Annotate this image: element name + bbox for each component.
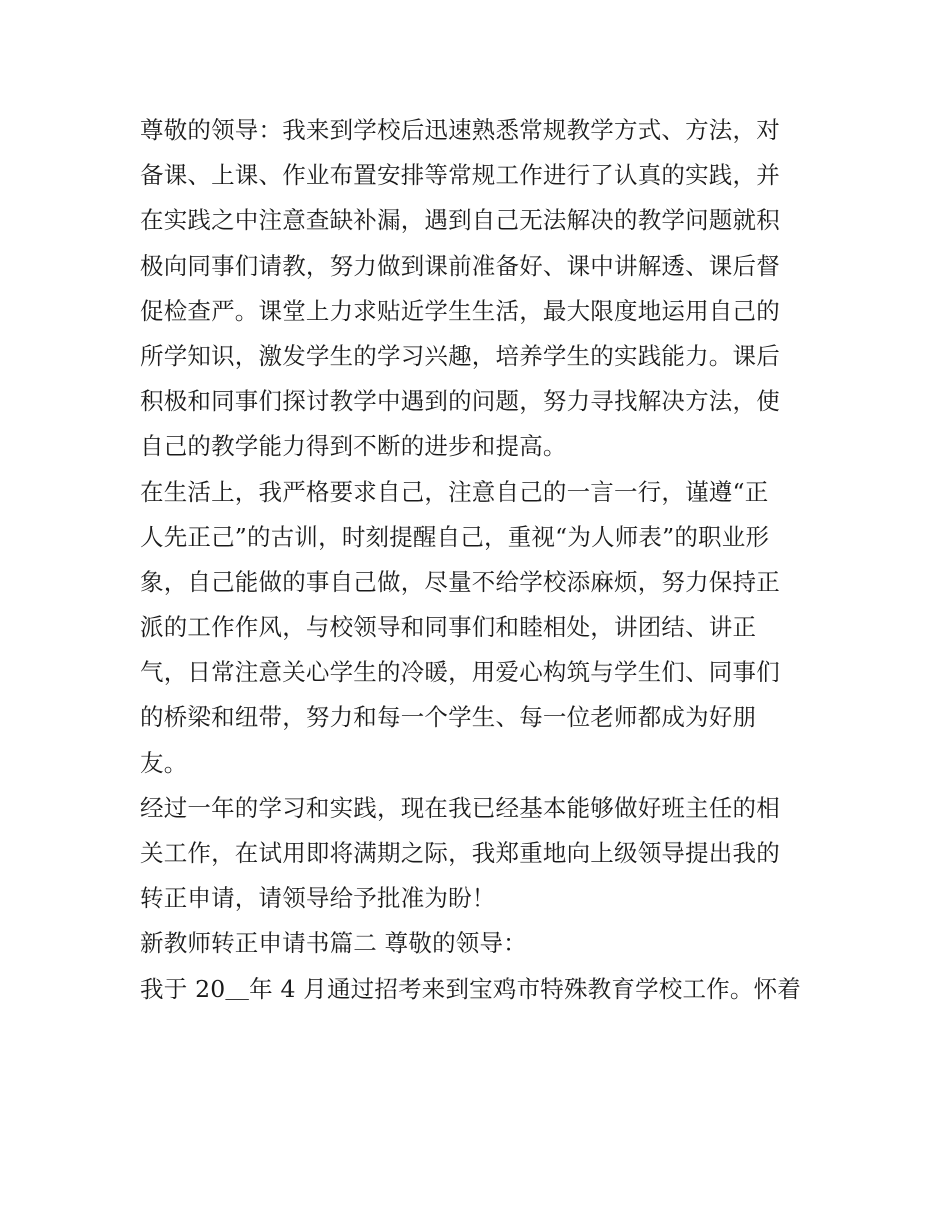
text-line: 转正申请，请领导给予批准为盼！	[140, 884, 496, 913]
text-line: 备课、上课、作业布置安排等常规工作进行了认真的实践，并	[140, 161, 780, 190]
text-line: 我于 20＿年 4 月通过招考来到宝鸡市特殊教育学校工作。怀着	[140, 974, 801, 1003]
document-body	[140, 108, 812, 1012]
text-line: 人先正己”的古训，时刻提醒自己，重视“为人师表”的职业形	[140, 522, 770, 551]
text-line: 经过一年的学习和实践，现在我已经基本能够做好班主任的相	[140, 793, 780, 822]
text-line: 在生活上，我严格要求自己，注意自己的一言一行，谨遵“正	[140, 477, 769, 506]
text-line: 气，日常注意关心学生的冷暖，用爱心构筑与学生们、同事们	[140, 658, 780, 687]
text-line: 在实践之中注意查缺补漏，遇到自己无法解决的教学问题就积	[140, 206, 780, 235]
text-line: 积极和同事们探讨教学中遇到的问题，努力寻找解决方法，使	[140, 387, 780, 416]
text-line: 极向同事们请教，努力做到课前准备好、课中讲解透、课后督	[140, 251, 780, 280]
text-line: 所学知识，激发学生的学习兴趣，培养学生的实践能力。课后	[140, 341, 780, 370]
text-line: 象，自己能做的事自己做，尽量不给学校添麻烦，努力保持正	[140, 567, 780, 596]
text-line: 自己的教学能力得到不断的进步和提高。	[140, 432, 567, 461]
text-line: 派的工作作风，与校领导和同事们和睦相处，讲团结、讲正	[140, 613, 757, 642]
text-line: 尊敬的领导：我来到学校后迅速熟悉常规教学方式、方法，对	[140, 116, 780, 144]
text-line: 关工作，在试用即将满期之际，我郑重地向上级领导提出我的	[140, 839, 780, 867]
text-line: 促检查严。课堂上力求贴近学生生活，最大限度地运用自己的	[140, 296, 780, 325]
text-line: 友。	[140, 748, 188, 777]
text-line: 的桥梁和纽带，努力和每一个学生、每一位老师都成为好朋	[140, 703, 757, 732]
section-heading-line: 新教师转正申请书篇二 尊敬的领导：	[140, 929, 527, 958]
